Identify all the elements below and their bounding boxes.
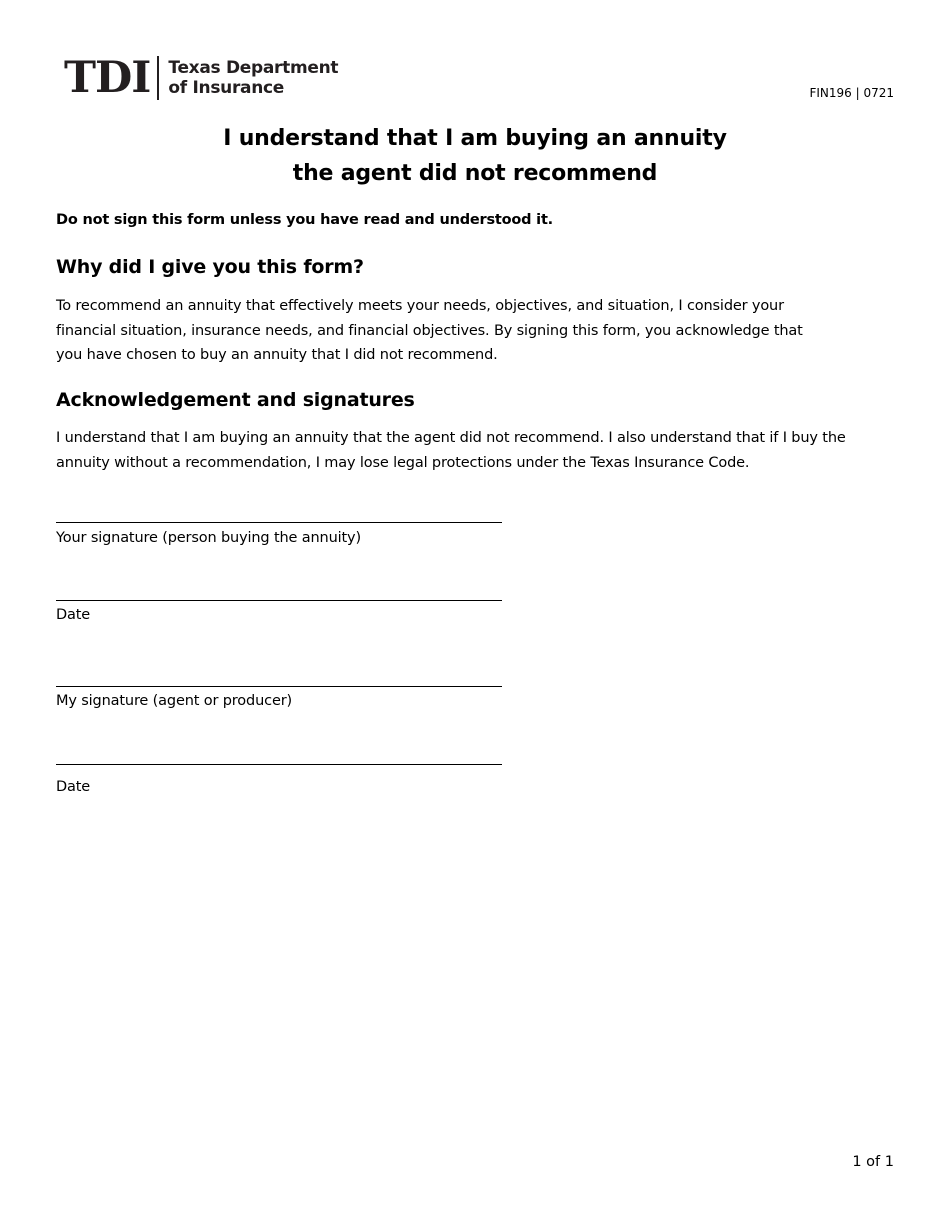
logo-line-1: Texas Department [168,58,339,78]
agent-signature-line[interactable] [56,686,502,687]
agent-date-label: Date [56,779,91,795]
title-line-1: I understand that I am buying an annuity [223,126,727,151]
tdi-logo [64,53,339,103]
ack-line-1: I understand that I am buying an annuity that the agent did not recommend. I also understand that if I buy the [56,430,846,446]
page-number: 1 of 1 [852,1154,894,1170]
why-line-3: you have chosen to buy an annuity that I did not recommend. [56,347,498,363]
logo-divider [157,56,159,100]
buyer-signature-label: Your signature (person buying the annuity) [56,530,361,546]
logo-mark: TDI [64,53,151,103]
agent-date-line[interactable] [56,764,502,765]
why-line-2: financial situation, insurance needs, and financial objectives. By signing this form, you acknowledge that [56,322,803,339]
sign-warning: Do not sign this form unless you have read and understood it. [56,212,553,228]
buyer-date-line[interactable] [56,600,502,601]
logo-agency-name [168,58,338,98]
acknowledgement-heading: Acknowledgement and signatures [56,389,415,411]
why-paragraph [56,294,901,368]
why-line-1: To recommend an annuity that effectively meets your needs, objectives, and situation, I consider your [56,298,784,314]
agent-signature-label: My signature (agent or producer) [56,693,293,709]
title-line-2: the agent did not recommend [292,161,658,186]
buyer-date-label: Date [56,607,91,623]
why-heading: Why did I give you this form? [56,256,364,278]
ack-line-2: annuity without a recommendation, I may lose legal protections under the Texas Insurance Code. [56,454,750,471]
buyer-signature-line[interactable] [56,522,502,523]
logo-line-2: of Insurance [168,78,285,98]
form-id: FIN196 | 0721 [809,86,894,100]
page-title [0,121,950,191]
acknowledgement-paragraph [56,426,901,475]
